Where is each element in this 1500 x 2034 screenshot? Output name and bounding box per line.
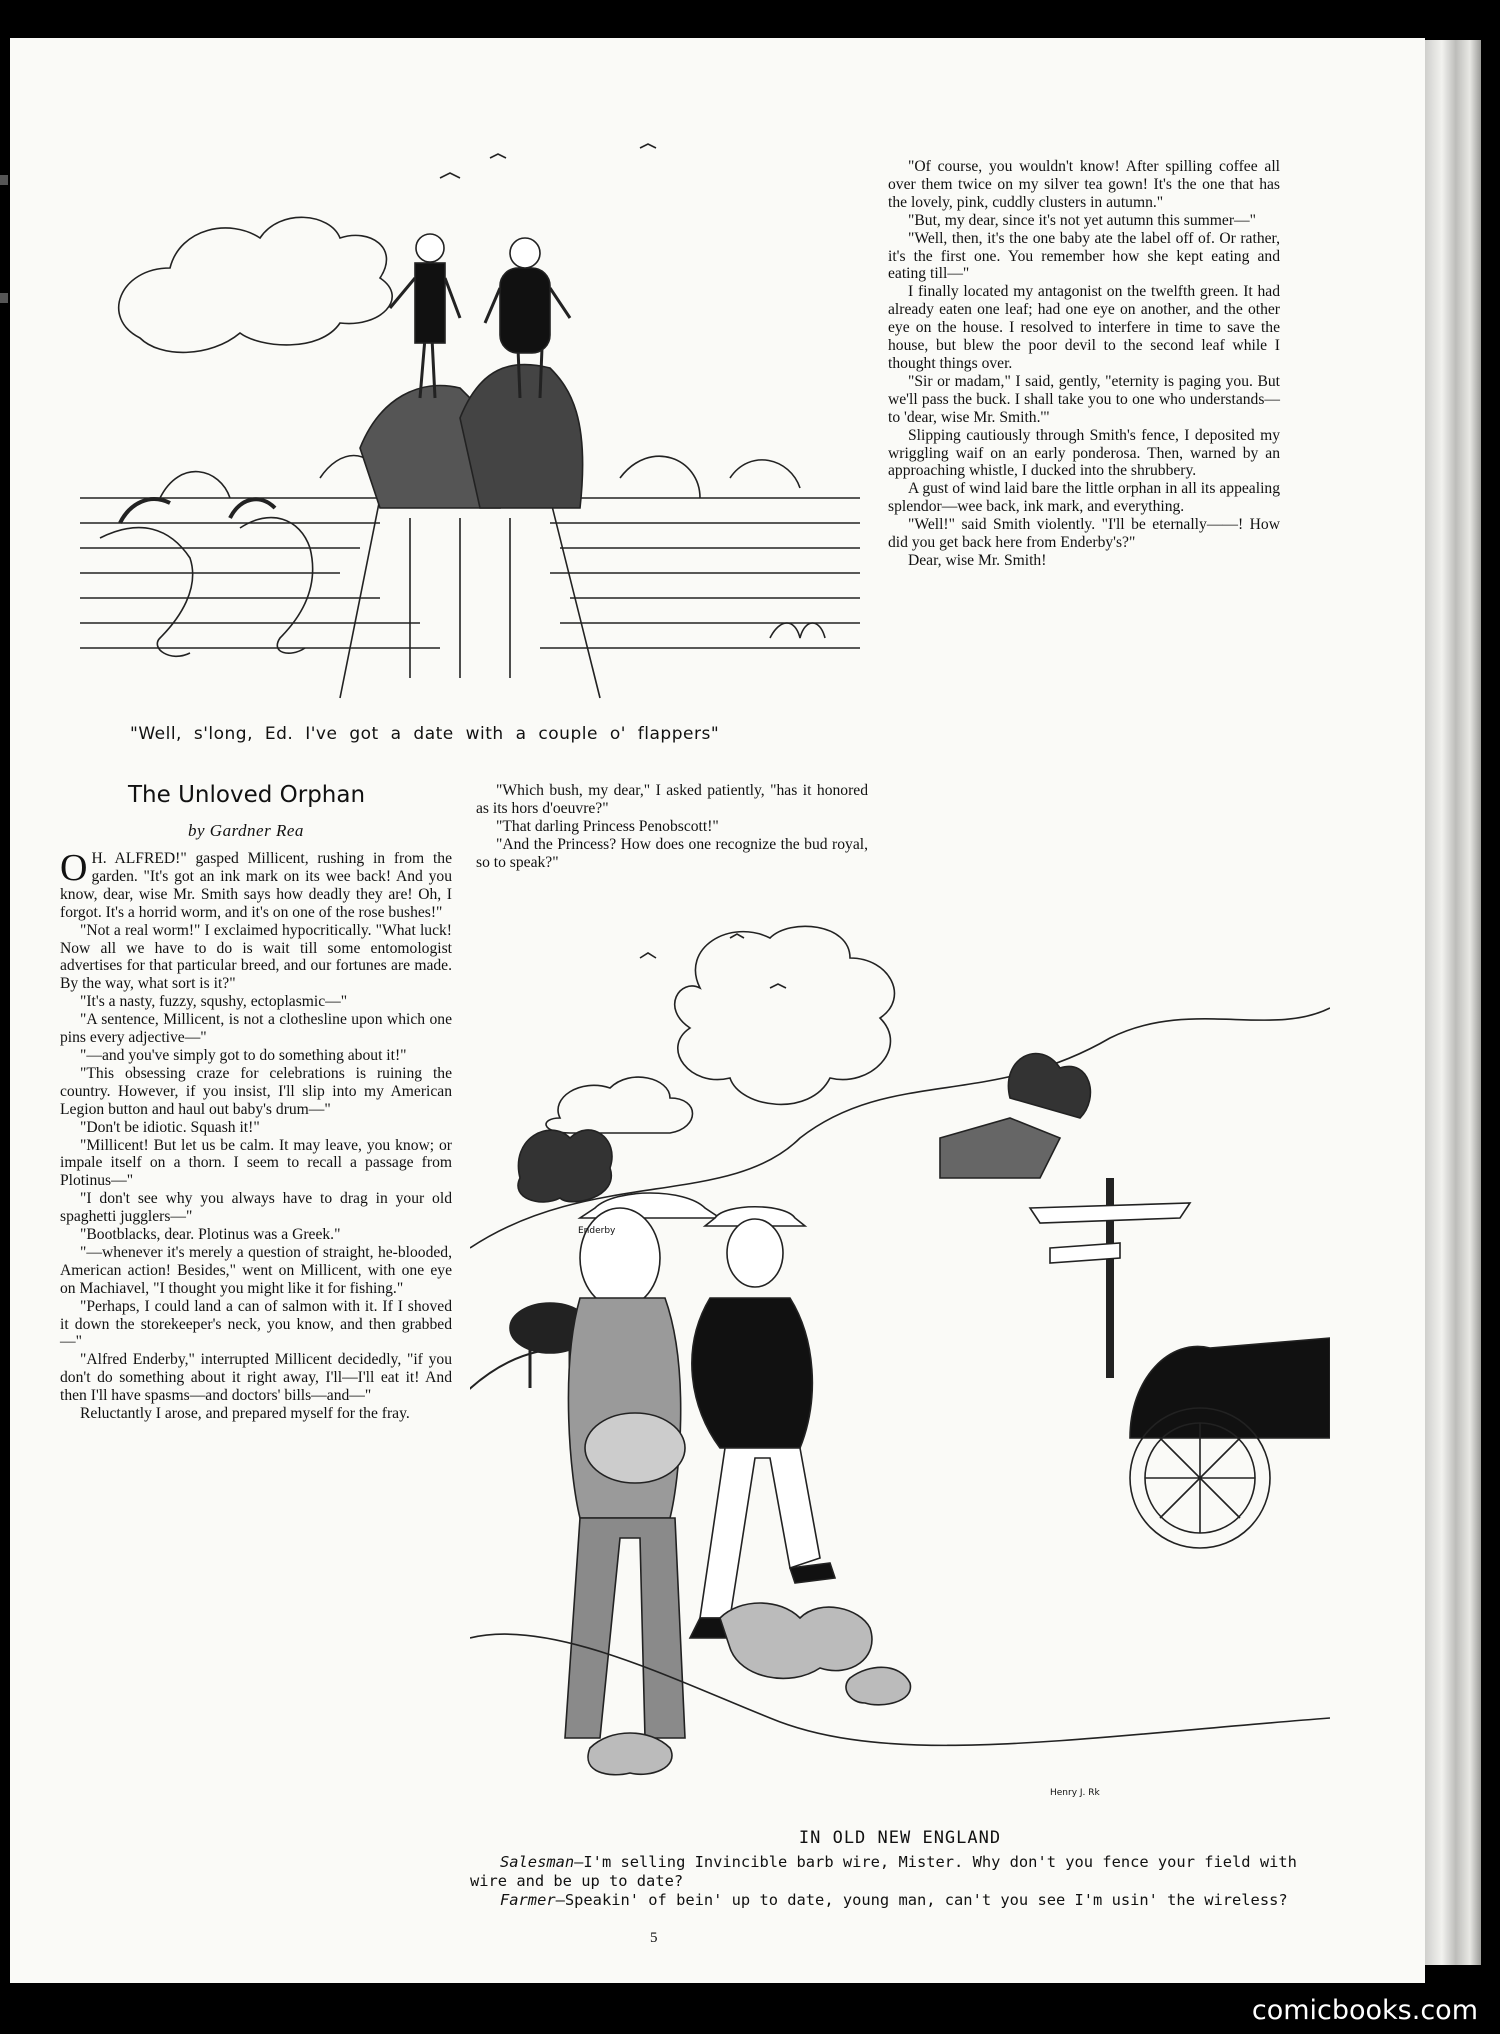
- article-paragraph: "Don't be idiotic. Squash it!": [80, 1118, 260, 1136]
- article-paragraph: "I don't see why you always have to drag in your old spaghetti jugglers—": [60, 1190, 452, 1226]
- diving-rocks-cartoon: [80, 118, 860, 718]
- article-paragraph: "And the Princess? How does one recognize the bud royal, so to speak?": [476, 835, 868, 871]
- speaker-name: Farmer: [500, 1891, 556, 1909]
- article-title: The Unloved Orphan: [128, 782, 366, 808]
- article-paragraph: "Bootblacks, dear. Plotinus was a Greek.": [80, 1226, 341, 1244]
- article-paragraph: "Well, then, it's the one baby ate the label off of. Or rather, it's the first one. You remember how she kept eating and eating till—": [888, 229, 1280, 283]
- article-paragraph: "Millicent! But let us be calm. It may leave, you know; or impale itself on a thorn. I seem to recall a passage from Plotinus—": [60, 1136, 452, 1190]
- farmer-salesman-cartoon: [470, 918, 1330, 1818]
- drop-cap: O: [60, 847, 88, 889]
- article-paragraph: Dear, wise Mr. Smith!: [908, 551, 1047, 569]
- article-paragraph: O H. ALFRED!" gasped Millicent, rushing in from the garden. "It's got an ink mark on its wee back! And you know, dear, wise Mr. Smith says how deadly they are! Oh, I forgot. It's a horrid worm, and it's on one of the rose bushes!": [60, 847, 452, 921]
- article-paragraph: "Of course, you wouldn't know! After spilling coffee all over them twice on my silver tea gown! It's the one that has the lovely, pink, cuddly clusters in autumn.": [888, 158, 1280, 211]
- article-paragraph: "—and you've simply got to do something about it!": [80, 1046, 407, 1064]
- page-number: 5: [650, 1930, 658, 1946]
- article-paragraph: "Alfred Enderby," interrupted Millicent decidedly, "if you don't do something about it right away, I'll—I'll eat it! And then I'll have spasms—and doctors' bills—and—": [60, 1351, 452, 1405]
- article-paragraph: I finally located my antagonist on the twelfth green. It had already eaten one leaf; had one eye on another, and the other eye on the house. I resolved to interfere in time to save the house, but blew the poor devil to the second leaf while I thought things over.: [888, 283, 1280, 372]
- article-paragraph: "Perhaps, I could land a can of salmon with it. If I shoved it down the storekeeper's neck, you know, and then grabbed—": [60, 1297, 452, 1351]
- article-column-3: [888, 158, 1280, 570]
- binding-marks: [0, 175, 10, 305]
- page-edge-strip: [1425, 40, 1481, 1965]
- cartoon-caption-title: IN OLD NEW ENGLAND: [798, 1828, 1002, 1848]
- article-column-1: [60, 847, 452, 1423]
- article-paragraph: "That darling Princess Penobscott!": [496, 817, 719, 835]
- dialogue-line: Farmer—Speakin' of bein' up to date, young man, can't you see I'm usin' the wireless?: [500, 1891, 1288, 1909]
- cartoon-caption: "Well, s'long, Ed. I've got a date with a couple o' flappers": [130, 724, 720, 744]
- article-paragraph: "It's a nasty, fuzzy, squshy, ectoplasmic—": [80, 993, 348, 1011]
- artist-signature: Henry J. Rk: [1050, 1788, 1100, 1798]
- article-paragraph: Slipping cautiously through Smith's fence, I deposited my wriggling waif on an early ponderosa. Then, warned by an approaching whistle, I ducked into the shrubbery.: [888, 426, 1280, 480]
- speaker-name: Salesman: [500, 1853, 575, 1871]
- article-paragraph: "A sentence, Millicent, is not a clothesline upon which one pins every adjective—": [60, 1011, 452, 1047]
- article-paragraph: A gust of wind laid bare the little orphan in all its appealing splendor—wee back, ink mark, and everything.: [888, 480, 1280, 516]
- article-paragraph: "But, my dear, since it's not yet autumn this summer—": [908, 211, 1256, 229]
- article-paragraph: "Well!" said Smith violently. "I'll be eternally——! How did you get back here from Enderby's?": [888, 516, 1280, 552]
- article-byline: by Gardner Rea: [188, 821, 304, 840]
- article-paragraph: "—whenever it's merely a question of straight, he-blooded, American action! Besides," went on Millicent, with one eye on Machiavel, "I thought you might like it for fishing.": [60, 1243, 452, 1297]
- article-paragraph: "Which bush, my dear," I asked patiently, "has it honored as its hors d'oeuvre?": [476, 782, 868, 817]
- article-paragraph: "Sir or madam," I said, gently, "eternity is paging you. But we'll pass the buck. I shall take you to one who understands—to 'dear, wise Mr. Smith.'": [888, 372, 1280, 426]
- watermark: comicbooks.com: [1251, 1995, 1478, 2026]
- cartoon-caption-dialogue: [470, 1853, 1330, 1910]
- magazine-page: [10, 38, 1425, 1983]
- dialogue-line: Salesman—I'm selling Invincible barb wire, Mister. Why don't you fence your field with wire and be up to date?: [470, 1853, 1297, 1890]
- signpost-label: Enderby: [578, 1226, 616, 1236]
- article-column-2: [476, 782, 868, 872]
- article-paragraph: "Not a real worm!" I exclaimed hypocritically. "What luck! Now all we have to do is wait till some entomologist advertises for that particular breed, and our fortunes are made. By the way, what sort is it?": [60, 921, 452, 993]
- article-paragraph: "This obsessing craze for celebrations is ruining the country. However, if you insist, I'll slip into my American Legion button and haul out baby's drum—": [60, 1064, 452, 1118]
- article-paragraph: Reluctantly I arose, and prepared myself for the fray.: [80, 1405, 410, 1423]
